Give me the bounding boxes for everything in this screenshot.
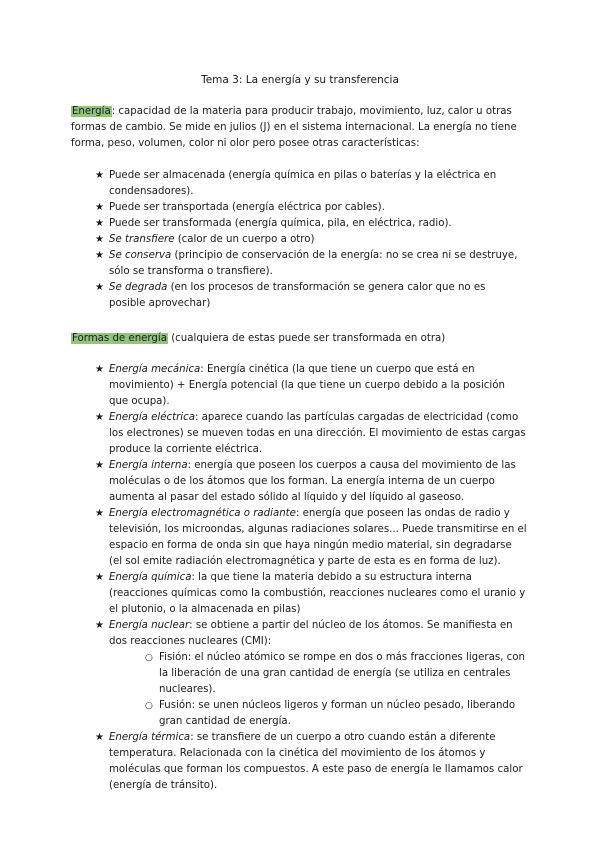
star-bullet-icon: ★ bbox=[95, 460, 104, 471]
star-bullet-icon: ★ bbox=[95, 572, 104, 583]
term-energia: Energía bbox=[72, 106, 111, 117]
item-label: Energía química bbox=[109, 572, 192, 583]
list-item bbox=[95, 280, 525, 312]
item-text: (en los procesos de transformación se genera calor que no es posible aprovechar) bbox=[109, 282, 486, 309]
item-label: Puede ser transformada bbox=[109, 218, 232, 229]
term-formas-energia: Formas de energía bbox=[72, 333, 167, 344]
star-bullet-icon: ★ bbox=[95, 218, 104, 229]
item-text: : la que tiene la materia debido a su estructura interna (reacciones químicas como la combustión, reacciones nucleares como el uranio y el plutonio, o la almacenada en pilas) bbox=[109, 572, 526, 615]
item-text: : Energía cinética (la que tiene un cuerpo que está en movimiento) + Energía potencial (la que tiene un cuerpo debido a la posición que ocupa). bbox=[109, 364, 505, 407]
item-text: : energía que poseen las ondas de radio y televisión, los microondas, algunas radiaciones solares... Puede transmitirse en el espacio en forma de onda sin que haya ningún medio material, sin degradarse (el sol emite radiación electromagnética y parte de esta es en forma de luz). bbox=[109, 508, 527, 567]
item-label: Puede ser transportada bbox=[109, 202, 229, 213]
item-text: (principio de conservación de la energía: no se crea ni se destruye, sólo se transforma o transfiere). bbox=[109, 250, 518, 277]
item-text: (energía química en pilas o baterías y la eléctrica en condensadores). bbox=[109, 170, 497, 197]
page-title: Tema 3: La energía y su transferencia bbox=[201, 74, 399, 86]
characteristics-list bbox=[95, 168, 525, 312]
nuclear-reactions-list bbox=[109, 650, 527, 730]
star-bullet-icon: ★ bbox=[95, 250, 104, 261]
star-bullet-icon: ★ bbox=[95, 234, 104, 245]
list-item bbox=[95, 362, 527, 410]
list-item bbox=[95, 618, 527, 730]
list-item bbox=[95, 506, 527, 570]
list-item bbox=[145, 650, 527, 698]
list-item bbox=[95, 232, 525, 248]
forms-list bbox=[95, 362, 527, 794]
list-item bbox=[95, 410, 527, 458]
item-text: : energía que poseen los cuerpos a causa del movimiento de las moléculas o de los átomos que los forman. La energía interna de un cuerpo aumenta al pasar del estado sólido al líquido y del líquido al gaseoso. bbox=[109, 460, 516, 503]
list-item bbox=[95, 730, 527, 794]
list-item bbox=[95, 168, 525, 200]
circle-bullet-icon: ○ bbox=[145, 701, 153, 711]
item-text: : aparece cuando las partículas cargadas de electricidad (como los electrones) se mueven todas en una dirección. El movimiento de estas cargas produce la corriente eléctrica. bbox=[109, 412, 526, 455]
intro-paragraph bbox=[71, 104, 531, 152]
list-item bbox=[95, 570, 527, 618]
item-label: Energía mecánica bbox=[109, 364, 201, 375]
forms-heading bbox=[71, 331, 531, 347]
item-label: Se conserva bbox=[109, 250, 172, 261]
item-text: : se unen núcleos ligeros y forman un núcleo pesado, liberando gran cantidad de energía. bbox=[159, 700, 516, 727]
star-bullet-icon: ★ bbox=[95, 364, 104, 375]
item-label: Puede ser almacenada bbox=[109, 170, 226, 181]
item-label: Fusión bbox=[159, 700, 192, 711]
list-item bbox=[145, 698, 527, 730]
item-text: : se obtiene a partir del núcleo de los átomos. Se manifiesta en dos reacciones nucleares (CMI): bbox=[109, 620, 513, 647]
item-label: Energía electromagnética o radiante bbox=[109, 508, 296, 519]
item-label: Energía eléctrica bbox=[109, 412, 195, 423]
item-label: Energía nuclear bbox=[109, 620, 190, 631]
item-text: : el núcleo atómico se rompe en dos o más fracciones ligeras, con la liberación de una gran cantidad de energía (se utiliza en centrales nucleares). bbox=[159, 652, 525, 695]
item-text: (calor de un cuerpo a otro) bbox=[174, 234, 315, 245]
star-bullet-icon: ★ bbox=[95, 412, 104, 423]
star-bullet-icon: ★ bbox=[95, 202, 104, 213]
item-text: : se transfiere de un cuerpo a otro cuando están a diferente temperatura. Relacionada con la cinética del movimiento de los átomos y moléculas que forman los compuestos. A este paso de energía le llamamos calor (energía de tránsito). bbox=[109, 732, 523, 791]
star-bullet-icon: ★ bbox=[95, 508, 104, 519]
item-label: Se transfiere bbox=[109, 234, 175, 245]
star-bullet-icon: ★ bbox=[95, 732, 104, 743]
list-item bbox=[95, 216, 525, 232]
circle-bullet-icon: ○ bbox=[145, 653, 153, 663]
item-label: Se degrada bbox=[109, 282, 168, 293]
star-bullet-icon: ★ bbox=[95, 620, 104, 631]
item-label: Energía interna bbox=[109, 460, 188, 471]
item-label: Energía térmica bbox=[109, 732, 191, 743]
item-text: (energía química, pila, en eléctrica, radio). bbox=[231, 218, 452, 229]
star-bullet-icon: ★ bbox=[95, 282, 104, 293]
star-bullet-icon: ★ bbox=[95, 170, 104, 181]
item-text: (energía eléctrica por cables). bbox=[228, 202, 385, 213]
item-label: Fisión bbox=[159, 652, 188, 663]
forms-heading-text: (cualquiera de estas puede ser transformada en otra) bbox=[167, 333, 446, 344]
list-item bbox=[95, 458, 527, 506]
intro-definition: : capacidad de la materia para producir trabajo, movimiento, luz, calor u otras formas de cambio. Se mide en julios (J) en el sistema internacional. La energía no tiene forma, peso, volumen, color ni olor pero posee otras características: bbox=[71, 106, 517, 149]
list-item bbox=[95, 200, 525, 216]
list-item bbox=[95, 248, 525, 280]
